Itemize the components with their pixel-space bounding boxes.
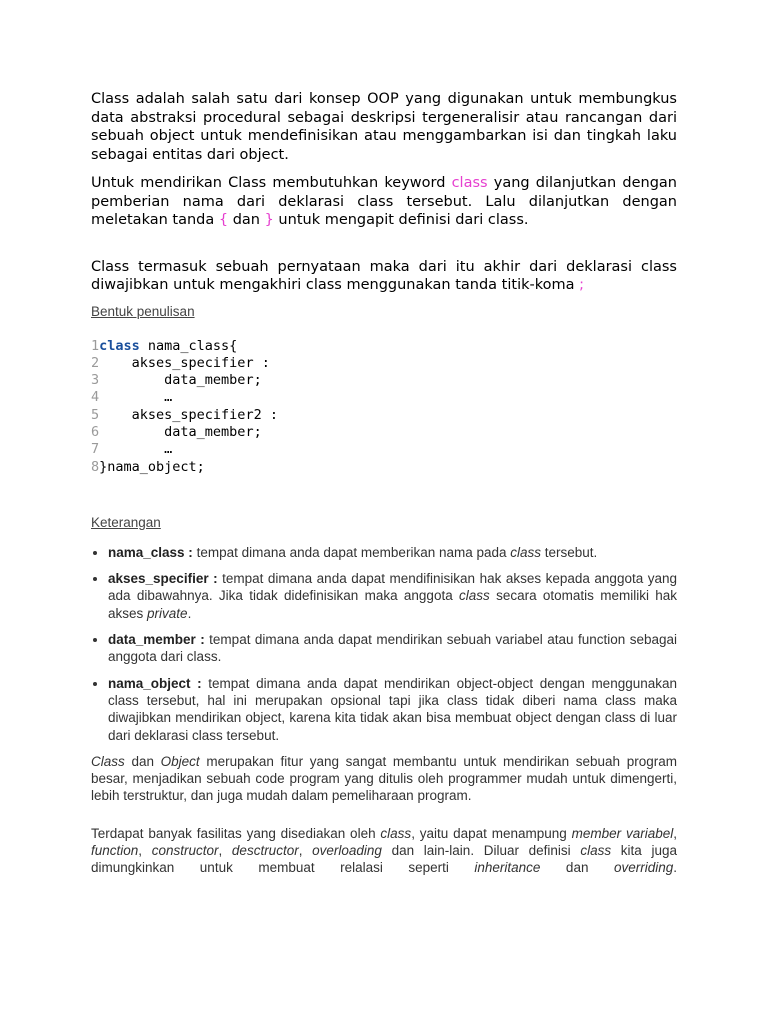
text: kita juga dimungkinkan untuk membuat relalasi seperti (91, 843, 677, 876)
list-item-akses-specifier (108, 570, 677, 622)
em-class: Class (91, 753, 125, 769)
list-item-nama-class (108, 544, 677, 561)
item-text: tempat dimana anda dapat mendifinisikan hak akses kepada anggota yang ada dibawahnya. Jika tidak didefinisikan maka anggota (108, 571, 678, 604)
term-data-member: data_member : (108, 632, 205, 648)
outro-paragraph-2 (91, 825, 677, 877)
item-text: tempat dimana anda dapat memberikan nama pada (192, 544, 511, 560)
keyword-class: class (451, 175, 488, 191)
term-nama-class: nama_class : (108, 544, 193, 560)
p2-text-c: dan (228, 212, 265, 228)
semicolon: ; (579, 277, 584, 293)
code-text: data_member; (99, 372, 262, 389)
text: , (298, 843, 313, 859)
intro-paragraph-1: Class adalah salah satu dari konsep OOP yang digunakan untuk membungkus data abstraksi procedural sebagai deskripsi tergeneralisir atau rancangan dari sebuah object untuk mendefinisikan atau menggambarkan isi dan tingkah laku sebagai entitas dari object. (91, 91, 677, 163)
code-line (91, 338, 677, 355)
close-brace: } (264, 212, 274, 228)
code-text: nama_class{ (139, 337, 238, 354)
text: merupakan fitur yang sangat membantu untuk mendirikan sebuah program besar, menjadikan sebuah code program yang ditulis oleh programmer mudah untuk dimengerti, lebih terstruktur, dan juga mudah dalam pemeliharaan program. (91, 753, 677, 804)
code-line (91, 407, 677, 424)
em: class (380, 825, 412, 841)
line-number: 2 (91, 354, 100, 371)
heading-keterangan: Keterangan (91, 514, 161, 530)
item-text: tersebut. (541, 544, 598, 560)
code-block (91, 338, 677, 476)
code-line (91, 459, 677, 476)
code-text: data_member; (99, 423, 262, 440)
item-text: tempat dimana anda dapat mendirikan object-object dengan menggunakan class tersebut, hal ini merupakan opsional tapi jika class tidak diberi nama class maka diwajibkan mendirikan object, karena kita tidak akan bisa membuat object dengan class di luar dari deklarasi class tersebut. (108, 675, 678, 743)
text: dan (540, 860, 614, 876)
term-nama-object: nama_object : (108, 675, 202, 691)
item-em: private (147, 605, 188, 621)
em: inheritance (474, 860, 541, 876)
item-text: tempat dimana anda dapat mendirikan sebuah variabel atau function sebagai anggota dari class. (108, 632, 677, 665)
em: member variabel (571, 825, 674, 841)
code-text: … (99, 389, 173, 406)
em: desctructor (231, 843, 299, 859)
text: dan (124, 753, 161, 769)
p2-text-b: yang dilanjutkan dengan pemberian nama dari deklarasi class tersebut. Lalu dilanjutkan dengan meletakan tanda (91, 175, 677, 228)
em: class (580, 843, 612, 859)
open-brace: { (218, 212, 229, 228)
em: constructor (151, 843, 219, 859)
item-em: class (510, 544, 542, 560)
outro-paragraph-1 (91, 753, 677, 805)
em-object: Object (160, 753, 200, 769)
code-line (91, 441, 677, 458)
p3-text-a: Class termasuk sebuah pernyataan maka dari itu akhir dari deklarasi class diwajibkan untuk mengakhiri class menggunakan tanda titik-koma (91, 258, 677, 293)
intro-paragraph-3 (91, 258, 677, 295)
line-number: 1 (91, 337, 100, 354)
p2-text-a: Untuk mendirikan Class membutuhkan keyword (91, 175, 452, 191)
line-number: 6 (91, 423, 100, 440)
code-line (91, 424, 677, 441)
text: , yaitu dapat menampung (411, 825, 572, 841)
line-number: 7 (91, 441, 100, 458)
text: , (218, 843, 232, 859)
item-text: secara otomatis memiliki hak akses (108, 588, 678, 621)
text: , (673, 825, 677, 841)
em: overriding (613, 860, 674, 876)
list-item-nama-object (108, 675, 677, 744)
code-keyword: class (99, 337, 140, 354)
code-text: akses_specifier : (99, 354, 270, 371)
text: . (673, 860, 678, 876)
line-number: 5 (91, 406, 100, 423)
code-text: }nama_object; (99, 458, 205, 475)
term-akses-specifier: akses_specifier : (108, 571, 218, 587)
item-em: class (459, 588, 490, 604)
heading-bentuk-penulisan: Bentuk penulisan (91, 303, 195, 319)
keterangan-list (91, 544, 677, 744)
text: , (138, 843, 152, 859)
code-line (91, 355, 677, 372)
line-number: 8 (91, 458, 100, 475)
document-page (91, 90, 677, 877)
em: function (91, 843, 139, 859)
code-text: akses_specifier2 : (99, 406, 278, 423)
item-text: . (187, 605, 192, 621)
text: Terdapat banyak fasilitas yang disediakan oleh (91, 825, 381, 841)
text: dan lain-lain. Diluar definisi (381, 843, 581, 859)
em: overloading (312, 843, 382, 859)
code-text: … (99, 441, 173, 458)
line-number: 4 (91, 389, 100, 406)
line-number: 3 (91, 372, 100, 389)
p2-text-d: untuk mengapit definisi dari class. (273, 212, 529, 228)
intro-paragraph-2 (91, 174, 677, 230)
code-line (91, 389, 677, 406)
list-item-data-member (108, 631, 677, 666)
code-line (91, 372, 677, 389)
